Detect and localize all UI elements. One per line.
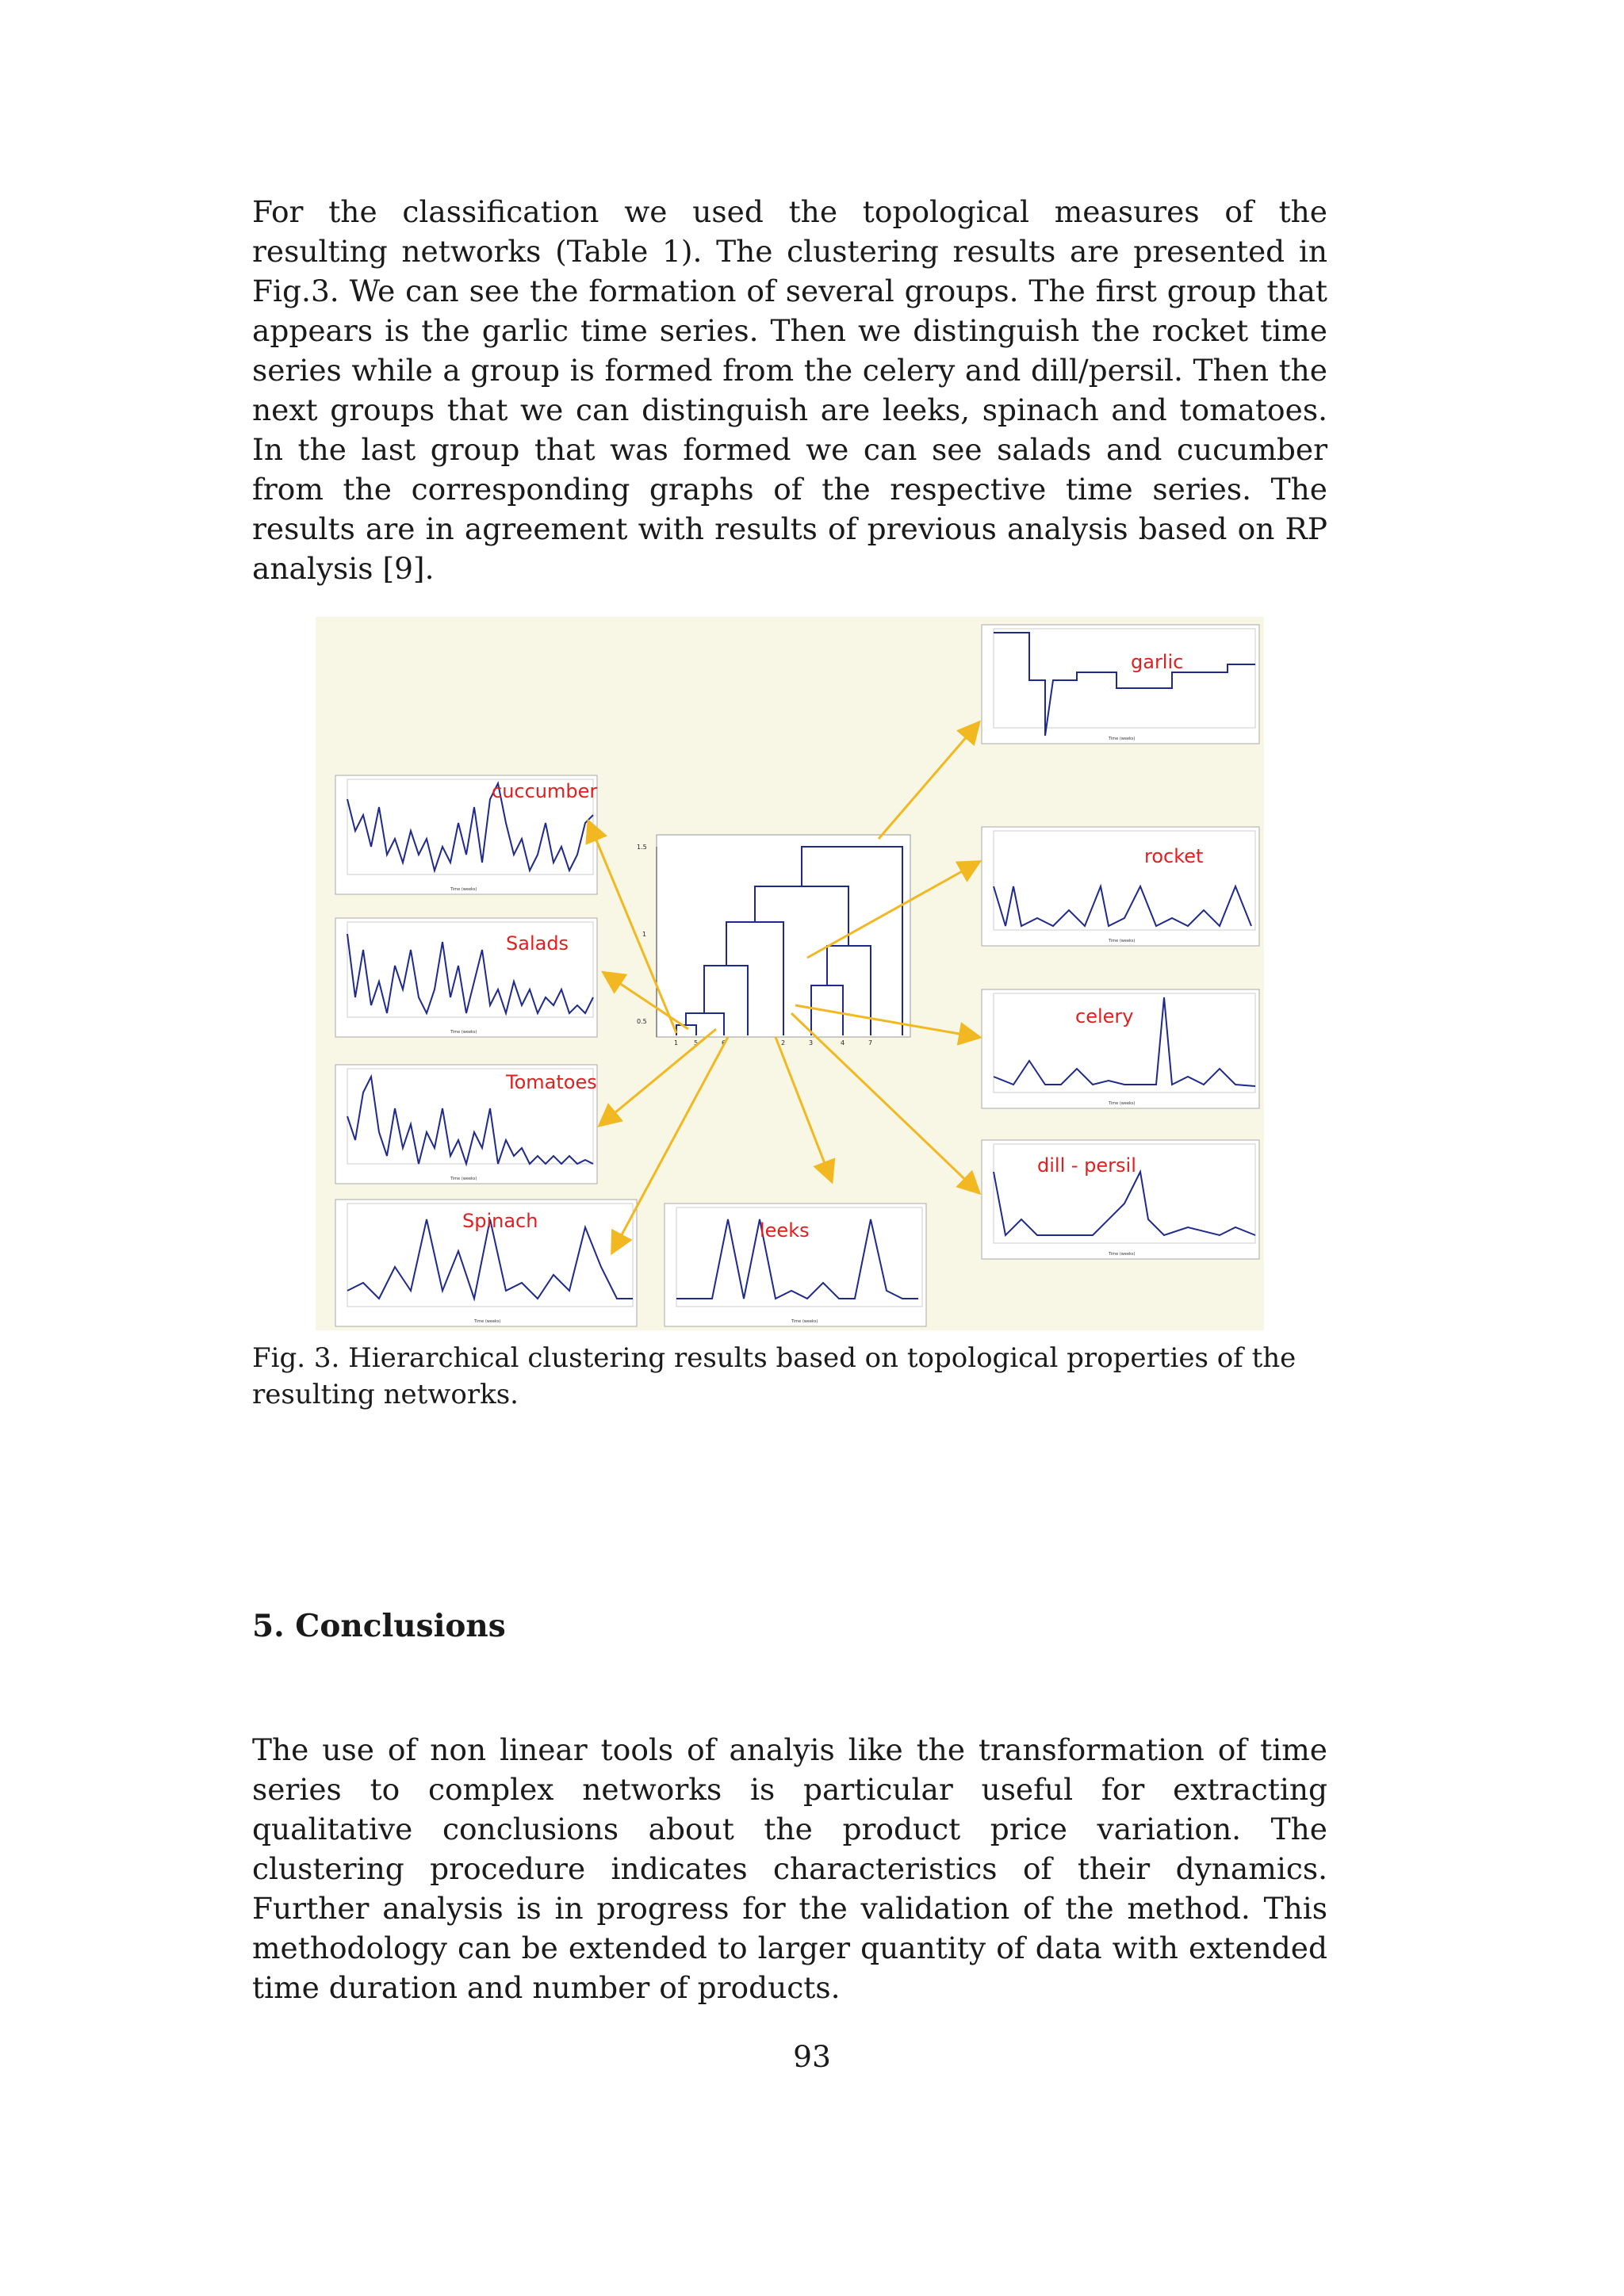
panel-salads xyxy=(335,918,597,1037)
ytick-1.5: 1.5 xyxy=(637,844,647,851)
ytick-0.5: 0.5 xyxy=(637,1018,647,1025)
svg-text:2: 2 xyxy=(781,1039,786,1047)
panel-celery xyxy=(982,989,1259,1108)
svg-text:3: 3 xyxy=(809,1039,814,1047)
svg-text:Time (weeks): Time (weeks) xyxy=(1109,1252,1136,1257)
ytick-1: 1 xyxy=(642,931,647,938)
panel-label-dill-persil: dill - persil xyxy=(1037,1154,1136,1177)
svg-text:Time (weeks): Time (weeks) xyxy=(450,887,477,892)
paragraph-clustering: For the classification we used the topological measures of the resulting networks (Table 1). The clustering results are presented in Fig.3. We can see the formation of several groups. The first group that appears is the garlic time series. Then we distinguish the rocket time series while a group is formed from the celery and dill/persil. Then the next groups that we can distinguish are leeks, spinach and tomatoes. In the last group that was formed we can see salads and cucumber from the corresponding graphs of the respective time series. The results are in agreement with results of previous analysis based on RP analysis [9]. xyxy=(252,194,1327,586)
svg-text:Time (weeks): Time (weeks) xyxy=(474,1319,501,1324)
panel-tomatoes xyxy=(335,1065,597,1184)
panel-cuccumber xyxy=(335,775,597,894)
svg-text:Time (weeks): Time (weeks) xyxy=(1109,939,1136,943)
svg-text:4: 4 xyxy=(841,1039,845,1047)
panel-label-cuccumber: cuccumber xyxy=(492,780,598,802)
svg-text:Time (weeks): Time (weeks) xyxy=(1109,1101,1136,1106)
svg-text:Time (weeks): Time (weeks) xyxy=(450,1030,477,1035)
panel-leeks xyxy=(665,1203,926,1326)
figure-caption: Fig. 3. Hierarchical clustering results based on topological properties of the resulting networks. xyxy=(252,1342,1297,1410)
paragraph-conclusions: The use of non linear tools of analyis like the transformation of time series to complex networks is particular useful for extracting qualitative conclusions about the product price variation. The clustering procedure indicates characteristics of their dynamics. Further analysis is in progress for the validation of the method. This methodology can be extended to larger quantity of data with extended time duration and number of products. xyxy=(252,1732,1327,2005)
panel-label-spinach: Spinach xyxy=(462,1210,538,1232)
dendrogram xyxy=(637,835,910,1047)
panel-label-celery: celery xyxy=(1075,1005,1134,1027)
panel-dill-persil xyxy=(982,1140,1259,1259)
panel-garlic xyxy=(982,625,1259,744)
panel-rocket xyxy=(982,827,1259,946)
panel-label-salads: Salads xyxy=(506,932,569,955)
panel-label-garlic: garlic xyxy=(1131,651,1184,673)
panel-label-tomatoes: Tomatoes xyxy=(506,1071,597,1093)
panel-spinach xyxy=(335,1200,637,1326)
svg-text:Time (weeks): Time (weeks) xyxy=(450,1177,477,1181)
svg-text:1: 1 xyxy=(674,1039,679,1047)
panel-label-leeks: leeks xyxy=(760,1219,810,1242)
svg-text:Time (weeks): Time (weeks) xyxy=(1109,737,1136,741)
svg-text:5: 5 xyxy=(694,1039,699,1047)
panel-label-rocket: rocket xyxy=(1144,845,1204,867)
page-number: 93 xyxy=(793,2039,831,2074)
svg-text:6: 6 xyxy=(722,1039,726,1047)
figure-3-graphic xyxy=(316,617,1264,1330)
figure-3 xyxy=(316,617,1264,1330)
svg-text:Time (weeks): Time (weeks) xyxy=(791,1319,818,1324)
svg-text:7: 7 xyxy=(868,1039,873,1047)
section-heading: 5. Conclusions xyxy=(252,1608,506,1644)
